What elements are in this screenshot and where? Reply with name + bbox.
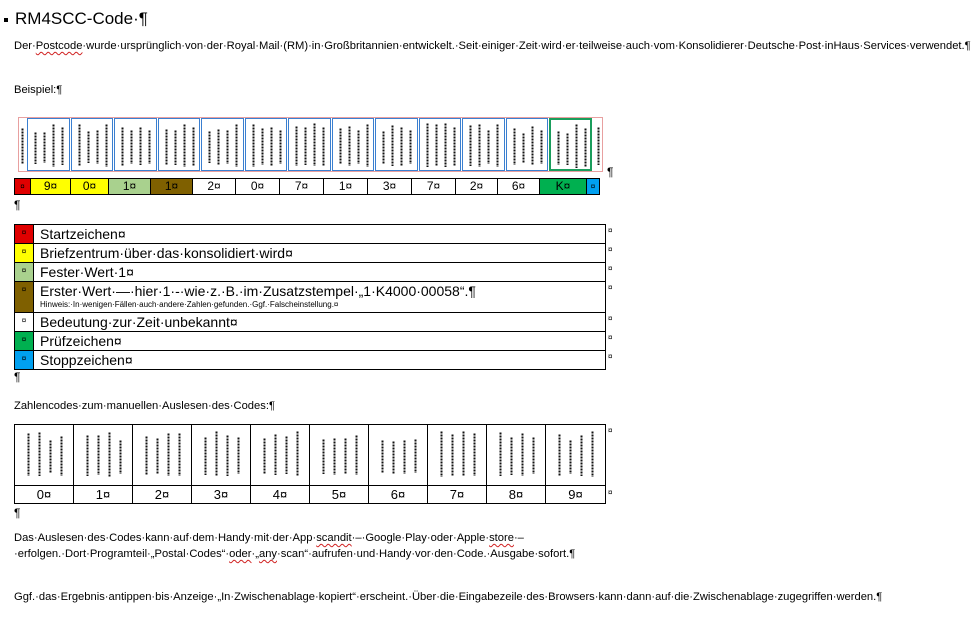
code-column: [192, 425, 251, 503]
bar-mark: [569, 440, 572, 474]
bar-mark: [204, 437, 207, 475]
bar-mark: [355, 435, 358, 475]
strip-cell: K¤: [540, 179, 587, 194]
strip-cell: 9¤: [31, 179, 71, 194]
legend-row: [15, 313, 605, 332]
text-run: ·–·Google·Play·oder·Apple·: [351, 532, 490, 544]
legend-text: [34, 263, 134, 281]
code-column: [15, 425, 74, 503]
bar-mark: [304, 127, 307, 165]
legend-row: [15, 263, 605, 282]
legend-label: Briefzentrum·über·das·konsolidiert·wird¤: [40, 245, 293, 261]
bar-mark: [139, 127, 142, 165]
code-digit: 0¤: [15, 485, 73, 504]
barcode-symbol: [114, 118, 157, 171]
text-run: ·„: [251, 548, 259, 560]
bar-mark: [208, 131, 211, 163]
bar-mark: [237, 437, 240, 474]
text-run: ·wurde·ursprünglich·von·der·Royal·Mail·(RM)·in·Großbritannien·entwickelt.·Seit·einiger·Zeit·wird·er·teilweise·auch·vom·Konsolidierer·Deutsche·Post·inHaus·Services·verwendet.¶: [82, 40, 971, 52]
code-pattern: [428, 425, 486, 485]
barcode-symbol: [27, 118, 70, 171]
bar-mark: [215, 431, 218, 476]
barcode-symbol: [201, 118, 244, 171]
bar-mark: [333, 438, 336, 475]
bar-mark: [357, 130, 360, 164]
code-digit: 4¤: [251, 485, 309, 504]
bar-mark: [462, 431, 465, 476]
bar-mark: [130, 130, 133, 164]
bar-mark: [440, 431, 443, 477]
spellcheck-word: scandit: [316, 532, 352, 544]
bar-mark: [409, 130, 412, 164]
bar-mark: [510, 437, 513, 475]
code-pattern: [487, 425, 545, 485]
code-digit: 7¤: [428, 485, 486, 504]
bar-mark: [87, 131, 90, 163]
code-column: [310, 425, 369, 503]
strip-cell: 0¤: [71, 179, 109, 194]
number-codes-table: [14, 424, 606, 504]
bar-mark: [392, 441, 395, 474]
bar-mark: [453, 127, 456, 166]
bar-mark: [473, 433, 476, 476]
legend-table: [14, 224, 606, 370]
color-swatch: ¤: [15, 351, 34, 369]
legend-label: Erster·Wert·—·hier·1·-·wie·z.·B.·im·Zusatzstempel·„1·K4000·00058“.¶: [40, 283, 476, 299]
bar-mark: [165, 129, 168, 165]
bar-mark: [597, 127, 600, 165]
bar-mark: [521, 433, 524, 476]
bar-mark: [156, 438, 159, 474]
page-title-text: RM4SCC-Code·¶: [15, 9, 148, 28]
paragraph-mark: ¶: [14, 370, 21, 384]
paragraph-mark: ¶: [14, 198, 21, 212]
code-pattern: [251, 425, 309, 485]
bar-mark: [478, 124, 481, 167]
row-end-mark: ¤: [608, 352, 613, 361]
code-column: [428, 425, 487, 503]
bar-mark: [400, 127, 403, 166]
row-end-mark: ¤: [608, 314, 613, 323]
strip-cell: 6¤: [498, 179, 540, 194]
color-swatch: ¤: [15, 263, 34, 281]
bar-mark: [451, 434, 454, 476]
code-pattern: [74, 425, 132, 485]
code-column: [546, 425, 605, 503]
bar-mark: [217, 129, 220, 165]
strip-cell: 1¤: [151, 179, 193, 194]
bar-mark: [61, 127, 64, 165]
bar-mark: [403, 440, 406, 474]
bar-mark: [295, 126, 298, 166]
legend-row: [15, 244, 605, 263]
bar-mark: [591, 431, 594, 477]
bar-mark: [261, 128, 264, 165]
bar-mark: [391, 125, 394, 166]
row-end-mark: ¤: [608, 245, 613, 254]
bar-mark: [382, 131, 385, 164]
bar-mark: [43, 132, 46, 163]
barcode-symbol: [375, 118, 418, 171]
bar-mark: [108, 432, 111, 477]
bar-mark: [522, 133, 525, 163]
bar-mark: [86, 435, 89, 476]
legend-row: [15, 332, 605, 351]
strip-cell: 7¤: [412, 179, 456, 194]
strip-cell: 1¤: [109, 179, 151, 194]
color-swatch: ¤: [15, 313, 34, 331]
bar-mark: [119, 440, 122, 474]
bar-mark: [97, 435, 100, 475]
bar-mark: [348, 126, 351, 166]
color-swatch: ¤: [15, 244, 34, 262]
code-column: [487, 425, 546, 503]
bar-mark: [426, 123, 429, 167]
bar-mark: [469, 125, 472, 166]
bar-mark: [496, 124, 499, 167]
code-pattern: [133, 425, 191, 485]
bar-mark: [499, 432, 502, 476]
legend-text: [34, 225, 126, 243]
bar-mark: [174, 130, 177, 165]
text-run: ·–·erfolgen.·Dort·Programteil·„Postal·Codes“·: [14, 532, 524, 560]
bar-mark: [513, 128, 516, 165]
code-digit: 8¤: [487, 485, 545, 504]
bar-mark: [532, 437, 535, 474]
bar-mark: [235, 124, 238, 167]
spellcheck-word: store: [489, 532, 514, 544]
bar-mark: [558, 434, 561, 476]
legend-text: [34, 332, 122, 350]
bar-mark: [557, 131, 560, 165]
strip-cell: 3¤: [368, 179, 412, 194]
check-symbol: [549, 118, 592, 171]
bar-mark: [121, 127, 124, 166]
bar-mark: [381, 440, 384, 473]
bar-mark: [148, 130, 151, 164]
code-column: [133, 425, 192, 503]
bar-mark: [566, 133, 569, 165]
legend-row: [15, 351, 605, 369]
code-pattern: [310, 425, 368, 485]
barcode-symbol: [288, 118, 331, 171]
code-digit: 6¤: [369, 485, 427, 504]
bar-mark: [263, 438, 266, 474]
text-run: ·scan“·aufrufen·und·Handy·vor·den·Code.·Ausgabe·sofort.¶: [277, 548, 576, 560]
bar-mark: [226, 435, 229, 476]
color-swatch: ¤: [15, 332, 34, 350]
bar-mark: [38, 432, 41, 476]
strip-cell: ¤: [15, 179, 31, 194]
bar-mark: [285, 436, 288, 474]
bar-mark: [167, 433, 170, 476]
page-title: [4, 9, 148, 29]
barcode-symbol: [158, 118, 201, 171]
legend-row: [15, 225, 605, 244]
barcode-value-strip: [14, 178, 600, 195]
row-end-mark: ¤: [608, 283, 613, 292]
legend-label: Prüfzeichen¤: [40, 333, 122, 349]
bar-mark: [344, 438, 347, 474]
bar-mark: [339, 128, 342, 164]
legend-text: [34, 351, 133, 369]
code-pattern: [546, 425, 605, 485]
bar-mark: [21, 128, 24, 164]
row-end-mark: ¤: [608, 333, 613, 342]
legend-text: [34, 244, 293, 262]
text-run: Der·: [14, 40, 36, 52]
legend-label: Bedeutung·zur·Zeit·unbekannt¤: [40, 314, 238, 330]
bar-mark: [252, 124, 255, 167]
legend-label: Fester·Wert·1¤: [40, 264, 134, 280]
code-digit: 5¤: [310, 485, 368, 504]
barcode-symbol: [245, 118, 288, 171]
codes-heading: Zahlencodes·zum·manuellen·Auslesen·des·Codes:¶: [14, 400, 275, 412]
bar-mark: [540, 130, 543, 164]
barcode-image: [18, 117, 603, 172]
code-pattern: [369, 425, 427, 485]
barcode-symbol: [462, 118, 505, 171]
code-digit: 3¤: [192, 485, 250, 504]
bar-mark: [192, 127, 195, 166]
bar-mark: [183, 124, 186, 167]
text-run: Das·Auslesen·des·Codes·kann·auf·dem·Handy·mit·der·App·: [14, 532, 317, 544]
row-end-mark: ¤: [608, 426, 613, 435]
bar-mark: [435, 124, 438, 166]
code-digit: 9¤: [546, 485, 605, 504]
intro-paragraph: [14, 38, 971, 54]
bar-mark: [34, 132, 37, 164]
bar-mark: [96, 130, 99, 164]
bar-mark: [274, 434, 277, 475]
color-swatch: ¤: [15, 282, 34, 312]
bar-mark: [366, 124, 369, 167]
example-label: Beispiel:¶: [14, 84, 63, 96]
bar-mark: [270, 127, 273, 166]
barcode-symbol: [506, 118, 549, 171]
code-column: [251, 425, 310, 503]
bar-mark: [49, 440, 52, 473]
legend-label: Stoppzeichen¤: [40, 352, 133, 368]
bar-mark: [322, 439, 325, 474]
bar-mark: [531, 126, 534, 165]
code-digit: 1¤: [74, 485, 132, 504]
color-swatch: ¤: [15, 225, 34, 243]
bar-mark: [27, 433, 30, 476]
bar-mark: [78, 124, 81, 166]
bar-mark: [52, 124, 55, 167]
legend-label: Startzeichen¤: [40, 226, 126, 242]
bar-mark: [313, 123, 316, 166]
bar-mark: [296, 431, 299, 476]
clipboard-paragraph: Ggf.·das·Ergebnis·antippen·bis·Anzeige·„In·Zwischenablage·kopiert“·erscheint.·Über·die·Eingabezeile·des·Browsers·kann·dann·auf·die·Zwischenablage·zugegriffen·werden.¶: [14, 591, 883, 603]
bullet-icon: [4, 18, 8, 22]
barcode-symbol: [71, 118, 114, 171]
spellcheck-word: oder: [229, 548, 252, 560]
bar-mark: [575, 124, 578, 168]
bar-mark: [322, 127, 325, 166]
bar-mark: [444, 123, 447, 167]
bar-mark: [584, 128, 587, 167]
strip-cell: 0¤: [236, 179, 280, 194]
barcode-symbol: [419, 118, 462, 171]
code-digit: 2¤: [133, 485, 191, 504]
spellcheck-word: any: [258, 548, 278, 560]
legend-text: [34, 313, 238, 331]
strip-cell: 2¤: [456, 179, 498, 194]
legend-note: Hinweis:·In·wenigen·Fällen·auch·andere·Zahlen·gefunden.·Ggf.·Falscheinstellung.¤: [40, 300, 339, 309]
strip-cell: 7¤: [280, 179, 324, 194]
strip-end-mark: ¶: [607, 165, 614, 179]
strip-cell: 2¤: [193, 179, 236, 194]
bar-mark: [487, 130, 490, 164]
row-end-mark: ¤: [608, 488, 613, 497]
legend-row: [15, 282, 605, 313]
barcode-symbol: [332, 118, 375, 171]
bar-mark: [145, 436, 148, 475]
legend-text: [34, 282, 476, 312]
spellcheck-word: Postcode: [35, 40, 83, 52]
code-pattern: [15, 425, 73, 485]
code-pattern: [192, 425, 250, 485]
bar-mark: [60, 436, 63, 476]
bar-mark: [178, 433, 181, 476]
bar-mark: [414, 439, 417, 473]
bar-mark: [580, 435, 583, 476]
code-column: [74, 425, 133, 503]
code-column: [369, 425, 428, 503]
bar-mark: [226, 130, 229, 164]
strip-cell: 1¤: [324, 179, 368, 194]
strip-cell: ¤: [587, 179, 599, 194]
bar-mark: [105, 124, 108, 167]
scan-instructions-paragraph: [14, 530, 614, 562]
row-end-mark: ¤: [608, 226, 613, 235]
bar-mark: [279, 130, 282, 164]
paragraph-mark: ¶: [14, 506, 21, 520]
row-end-mark: ¤: [608, 264, 613, 273]
